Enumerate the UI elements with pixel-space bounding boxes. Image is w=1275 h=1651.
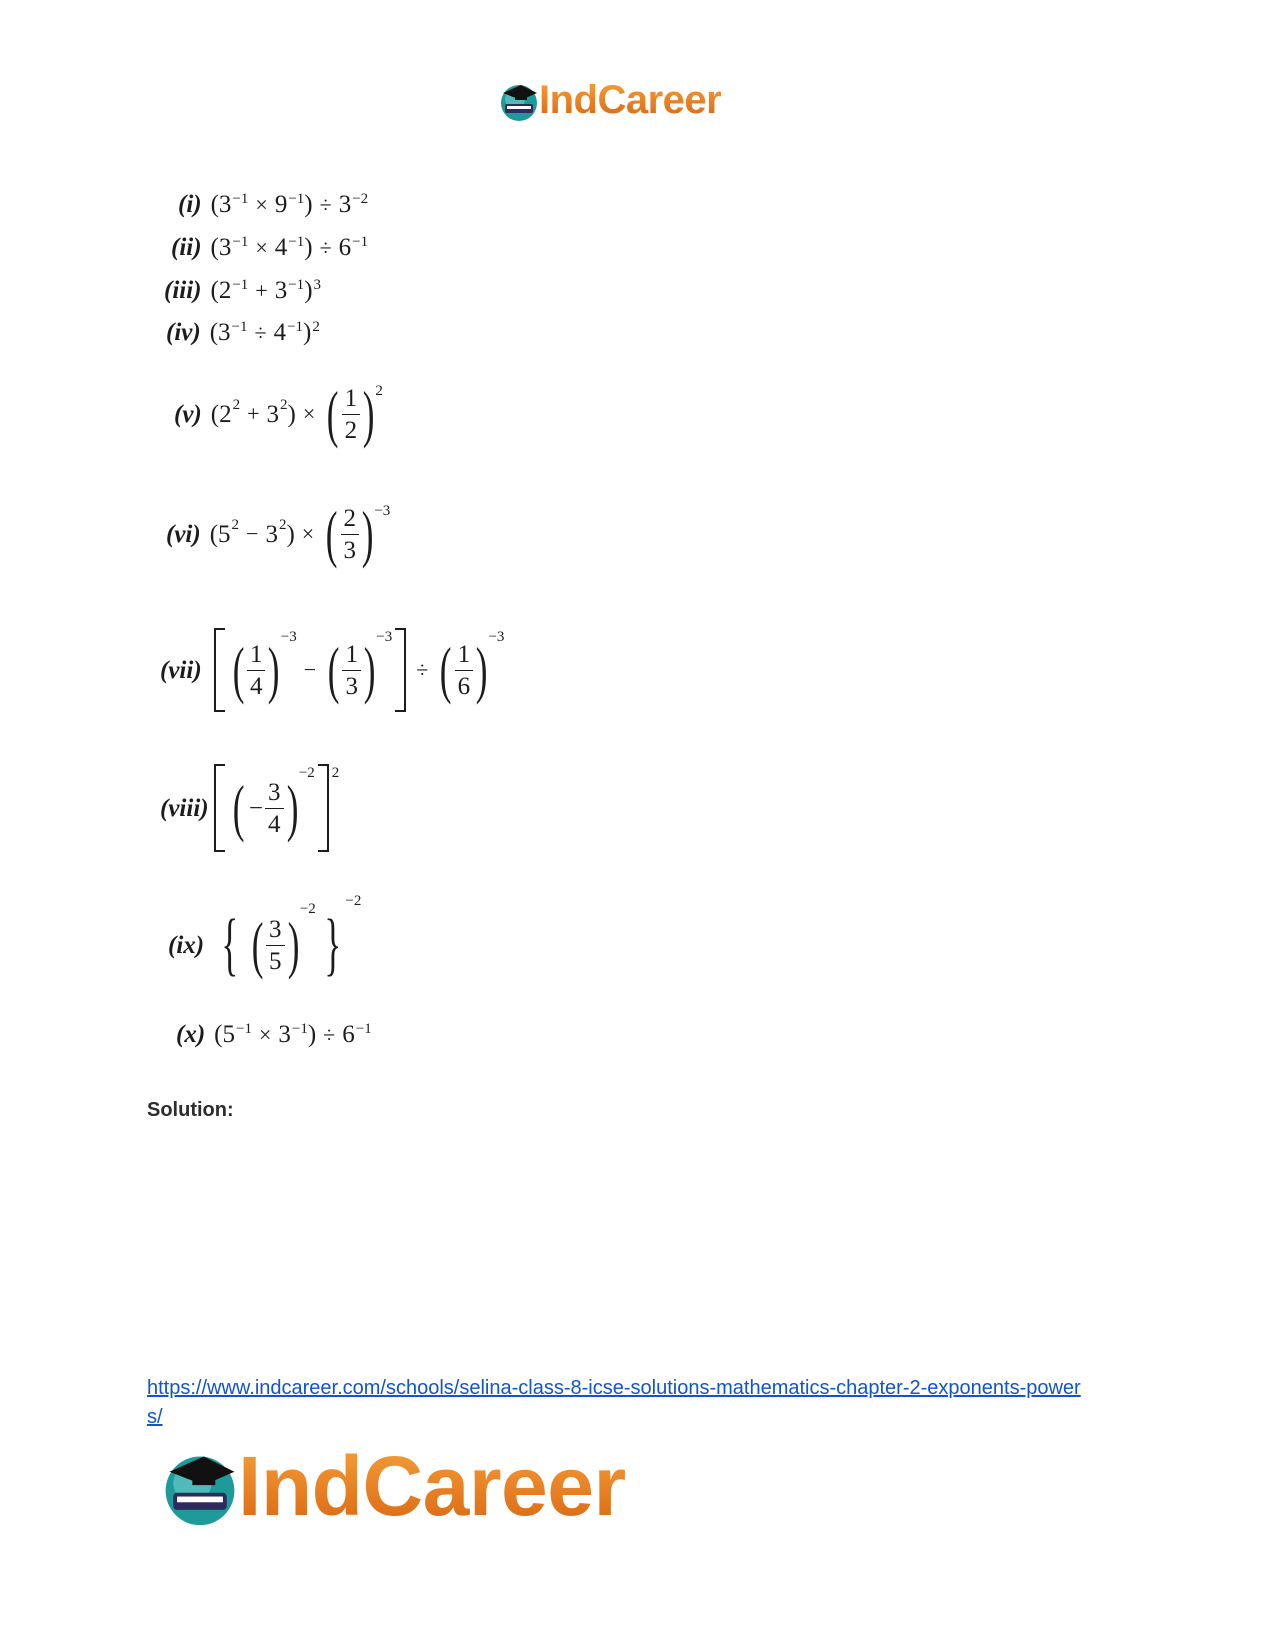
question-label: (ii): [171, 234, 202, 261]
question-label: (vii): [160, 656, 202, 684]
question-label: (i): [178, 191, 202, 218]
question-i: [178, 192, 368, 217]
expression: $(3^{-1} \times 4^{-1}) \div 6^{-1}$: [210, 234, 369, 261]
question-label: (vi): [166, 520, 201, 548]
graduation-cap-icon: [158, 1445, 242, 1529]
question-v: [174, 378, 383, 449]
footer-logo: [158, 1438, 626, 1535]
expression: ( $\frac{1}{4}$ ) −3 − ( $\frac{1}{3}$ ) −3 ÷ ( $\frac{1}{6}$ ) −3: [211, 628, 505, 712]
question-vi: [166, 498, 391, 569]
question-label: (viii): [160, 794, 209, 822]
expression: $(2^{-1} + 3^{-1})^3$: [210, 277, 322, 304]
expression: { ( $\frac{3}{5}$ ) −2 } −2: [221, 893, 362, 983]
header-logo: [497, 78, 721, 123]
header-brand: IndCareer: [539, 78, 722, 122]
question-ii: [171, 235, 368, 260]
question-vii: [160, 628, 504, 712]
question-iii: [164, 278, 321, 303]
expression: $(5^{-1} \times 3^{-1}) \div 6^{-1}$: [214, 1021, 372, 1048]
graduation-cap-icon: [497, 79, 541, 123]
question-ix: [168, 893, 362, 990]
question-iv: [166, 320, 320, 345]
expression: (5 $^2$ − 3 $^2$ ) × ( $\frac{2}{3}$ ) −3: [209, 498, 391, 569]
expression: (2 $^2$ + 3 $^2$ ) × ( $\frac{1}{2}$ ) 2: [210, 378, 383, 449]
expression: $(3^{-1} \div 4^{-1})^2$: [209, 319, 320, 346]
solution-label: Solution:: [147, 1099, 234, 1121]
question-x: [176, 1022, 372, 1047]
source-link[interactable]: https://www.indcareer.com/schools/selina-class-8-icse-solutions-mathematics-chapter-2-exponents-powers/: [147, 1377, 1081, 1428]
footer-brand: IndCareer: [238, 1439, 626, 1533]
question-label: (x): [176, 1021, 206, 1048]
question-viii: [160, 764, 339, 852]
expression: ( − $\frac{3}{4}$ ) −2 2: [211, 764, 340, 852]
expression: $(3^{-1} \times 9^{-1}) \div 3^{-2}$: [210, 191, 369, 218]
question-label: (ix): [168, 931, 205, 959]
question-label: (v): [174, 400, 202, 428]
question-label: (iv): [166, 319, 201, 346]
question-label: (iii): [164, 277, 202, 304]
